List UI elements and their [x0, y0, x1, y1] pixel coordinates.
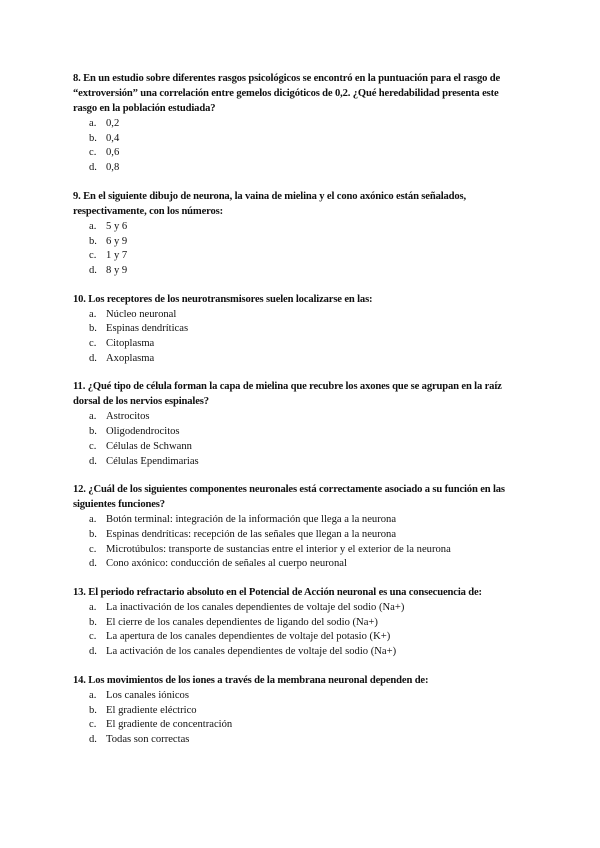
option-text: 5 y 6: [106, 220, 128, 232]
answer-option: [73, 601, 520, 616]
answer-option: [73, 645, 520, 660]
option-list: [73, 689, 520, 748]
question-block: [73, 585, 520, 660]
option-text: 6 y 9: [106, 235, 128, 247]
answer-option: [73, 322, 520, 337]
option-text: El cierre de los canales dependientes de ligando del sodio (Na+): [106, 616, 378, 628]
option-letter: d.: [89, 352, 97, 364]
option-text: El gradiente de concentración: [106, 719, 233, 731]
option-list: [73, 308, 520, 367]
option-list: [73, 410, 520, 469]
option-letter: d.: [89, 558, 97, 570]
question-text: 8. En un estudio sobre diferentes rasgos psicológicos se encontró en la puntuación para el rasgo de “extroversión” una correlación entre gemelos dicigóticos de 0,2. ¿Qué heredabilidad presenta este rasgo en la población estudiada?: [73, 73, 501, 114]
answer-option: [73, 718, 520, 733]
option-letter: b.: [89, 528, 97, 540]
option-letter: a.: [89, 220, 97, 232]
option-letter: d.: [89, 455, 97, 467]
option-letter: d.: [89, 733, 97, 745]
answer-option: [73, 616, 520, 631]
option-letter: b.: [89, 426, 97, 438]
answer-option: [73, 235, 520, 250]
option-text: 1 y 7: [106, 250, 128, 262]
option-letter: b.: [89, 616, 97, 628]
option-text: Espinas dendríticas: [106, 323, 189, 335]
option-letter: a.: [89, 308, 97, 320]
question-text: 10. Los receptores de los neurotransmisores suelen localizarse en las:: [73, 293, 373, 305]
answer-option: [73, 352, 520, 367]
answer-option: [73, 410, 520, 425]
answer-option: [73, 440, 520, 455]
option-list: [73, 513, 520, 572]
option-text: Cono axónico: conducción de señales al cuerpo neuronal: [106, 558, 347, 570]
question-block: [73, 673, 520, 748]
answer-option: [73, 132, 520, 147]
answer-option: [73, 264, 520, 279]
option-text: Todas son correctas: [106, 733, 190, 745]
option-letter: b.: [89, 323, 97, 335]
question-text: 11. ¿Qué tipo de célula forman la capa de mielina que recubre los axones que se agrupan en la raíz dorsal de los nervios espinales?: [73, 381, 502, 408]
answer-option: [73, 513, 520, 528]
option-text: 0,6: [106, 147, 120, 159]
option-letter: a.: [89, 411, 97, 423]
option-letter: c.: [89, 719, 97, 731]
option-letter: a.: [89, 118, 97, 129]
question-text: 14. Los movimientos de los iones a través de la membrana neuronal dependen de:: [73, 674, 429, 686]
option-text: El gradiente eléctrico: [106, 704, 197, 716]
question-block: [73, 482, 520, 572]
option-letter: a.: [89, 514, 97, 526]
answer-option: [73, 220, 520, 235]
option-text: Los canales iónicos: [106, 689, 189, 701]
option-text: Microtúbulos: transporte de sustancias entre el interior y el exterior de la neurona: [106, 543, 451, 555]
option-text: 0,4: [106, 132, 120, 144]
option-list: [73, 601, 520, 660]
answer-option: [73, 308, 520, 323]
option-letter: b.: [89, 235, 97, 247]
answer-option: [73, 528, 520, 543]
answer-option: [73, 630, 520, 645]
answer-option: [73, 161, 520, 176]
option-text: 8 y 9: [106, 264, 128, 276]
option-list: [73, 220, 520, 279]
option-letter: a.: [89, 602, 97, 614]
option-text: Células de Schwann: [106, 440, 192, 452]
answer-option: [73, 337, 520, 352]
option-letter: d.: [89, 264, 97, 276]
answer-option: [73, 117, 520, 132]
option-text: Astrocitos: [106, 411, 150, 423]
option-text: Oligodendrocitos: [106, 426, 180, 438]
answer-option: [73, 146, 520, 161]
answer-option: [73, 455, 520, 470]
option-list: [73, 117, 520, 176]
option-text: Botón terminal: integración de la información que llega a la neurona: [106, 514, 397, 526]
option-text: Células Ependimarias: [106, 455, 199, 467]
option-letter: c.: [89, 250, 97, 262]
question-block: [73, 292, 520, 367]
option-letter: c.: [89, 338, 97, 350]
option-text: La apertura de los canales dependientes de voltaje del potasio (K+): [106, 631, 391, 643]
answer-option: [73, 543, 520, 558]
question-block: [73, 189, 520, 279]
question-block: [73, 71, 520, 176]
answer-option: [73, 704, 520, 719]
option-text: Axoplasma: [106, 352, 155, 364]
answer-option: [73, 689, 520, 704]
option-letter: c.: [89, 543, 97, 555]
option-text: La activación de los canales dependientes de voltaje del sodio (Na+): [106, 646, 397, 658]
option-letter: a.: [89, 689, 97, 701]
option-letter: c.: [89, 440, 97, 452]
question-text: 9. En el siguiente dibujo de neurona, la vaina de mielina y el cono axónico están señalados, respectivamente, con los números:: [73, 190, 467, 217]
option-text: Núcleo neuronal: [106, 308, 177, 320]
question-text: 13. El periodo refractario absoluto en el Potencial de Acción neuronal es una consecuencia de:: [73, 587, 482, 599]
option-text: La inactivación de los canales dependientes de voltaje del sodio (Na+): [106, 602, 405, 614]
option-letter: d.: [89, 162, 97, 174]
option-letter: c.: [89, 147, 97, 159]
question-text: 12. ¿Cuál de los siguientes componentes neuronales está correctamente asociado a su función en las siguientes funciones?: [73, 484, 505, 511]
option-text: 0,8: [106, 162, 120, 174]
option-letter: d.: [89, 646, 97, 658]
option-letter: b.: [89, 132, 97, 144]
option-letter: c.: [89, 631, 97, 643]
answer-option: [73, 733, 520, 748]
answer-option: [73, 249, 520, 264]
answer-option: [73, 425, 520, 440]
option-text: 0,2: [106, 118, 120, 129]
question-block: [73, 379, 520, 469]
option-text: Citoplasma: [106, 338, 155, 350]
option-text: Espinas dendríticas: recepción de las señales que llegan a la neurona: [106, 528, 397, 540]
option-letter: b.: [89, 704, 97, 716]
answer-option: [73, 557, 520, 572]
